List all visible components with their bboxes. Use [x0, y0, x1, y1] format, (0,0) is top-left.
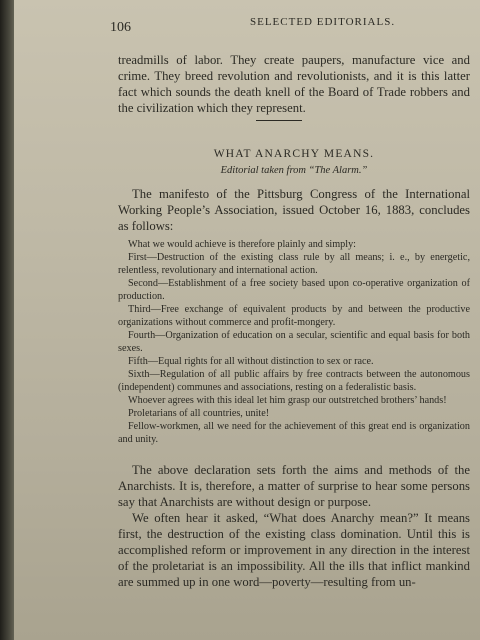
- book-page: [14, 0, 480, 640]
- section-divider: [256, 120, 302, 121]
- top-paragraph-block: [118, 52, 470, 116]
- manifesto-closing: Proletarians of all countries, unite!: [128, 408, 270, 419]
- section-title: WHAT ANARCHY MEANS.: [213, 148, 375, 160]
- manifesto-item: Fifth—Equal rights for all without distinction to sex or race.: [128, 356, 374, 367]
- manifesto-closing: Fellow-workmen, all we need for the achievement of this great end is organization and unity.: [118, 421, 470, 445]
- manifesto-item: First—Destruction of the existing class rule by all means; i. e., by energetic, relentless, revolutionary and international action.: [118, 252, 470, 276]
- body-paragraph: We often hear it asked, “What does Anarchy mean?” It means first, the destruction of the existing class domination. Until this is accomplished reform or improvement in any direction in the interest of the proletariat is an impossibility. All the ills that inflict mankind are summed up in one word—poverty—resulting from un-: [118, 511, 470, 589]
- page-number: 106: [110, 20, 131, 35]
- manifesto-closing: Whoever agrees with this ideal let him grasp our outstretched brothers’ hands!: [128, 395, 447, 406]
- body-paragraph: The above declaration sets forth the aims and methods of the Anarchists. It is, therefore, a matter of surprise to hear some persons say that Anarchists are without design or purpose.: [118, 463, 470, 509]
- page-header: [110, 16, 460, 36]
- manifesto-item: Sixth—Regulation of all public affairs by free contracts between the autonomous (independent) communes and associations, resting on a federalistic basis.: [118, 369, 470, 393]
- running-title: SELECTED EDITORIALS.: [250, 16, 396, 28]
- manifesto-item: Fourth—Organization of education on a secular, scientific and equal basis for both sexes.: [118, 330, 470, 354]
- manifesto-item: Second—Establishment of a free society based upon co-operative organization of production.: [118, 278, 470, 302]
- intro-paragraph-block: [118, 186, 470, 234]
- manifesto-quote: [118, 238, 470, 446]
- top-paragraph: treadmills of labor. They create paupers, manufacture vice and crime. They breed revolution and revolutionists, and it is this latter fact which sounds the death knell of the Board of Trade robbers and the civilization which they represent.: [118, 53, 470, 115]
- body-paragraphs: [118, 462, 470, 590]
- manifesto-lead: What we would achieve is therefore plainly and simply:: [128, 239, 357, 250]
- intro-paragraph: The manifesto of the Pittsburg Congress of the International Working People’s Association, issued October 16, 1883, concludes as follows:: [118, 187, 470, 233]
- manifesto-item: Third—Free exchange of equivalent products by and between the productive organizations without commerce and profit-mongery.: [118, 304, 470, 328]
- section-subtitle: Editorial taken from “The Alarm.”: [220, 165, 368, 176]
